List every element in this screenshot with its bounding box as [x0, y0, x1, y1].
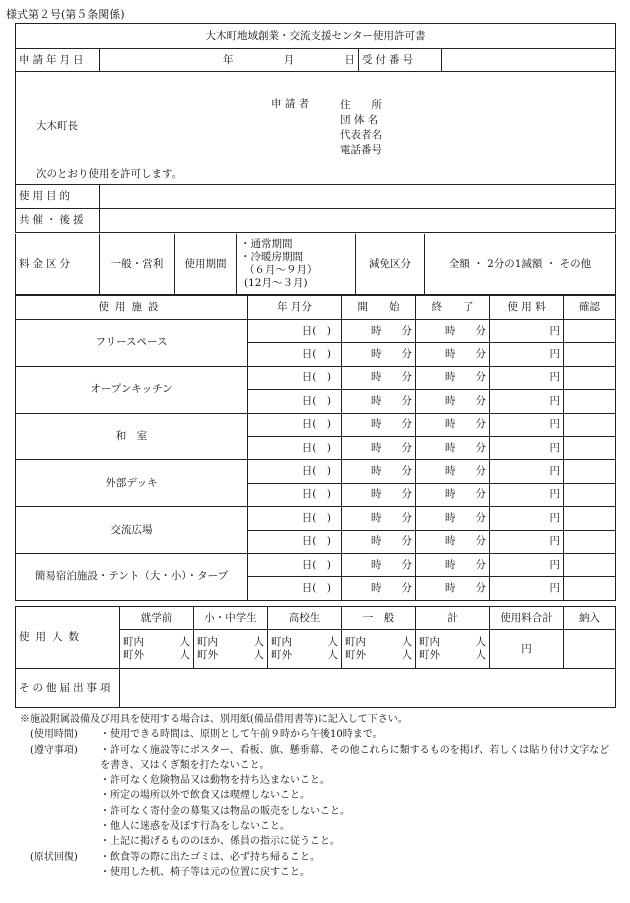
start-time-field[interactable] [342, 460, 416, 483]
in-town-label: 町内 [419, 636, 440, 648]
facility-name: 和 室 [16, 413, 248, 460]
sponsor-field[interactable] [100, 209, 616, 233]
total-fee-field[interactable]: 円 [490, 630, 564, 669]
hour-label: 時 [445, 535, 456, 548]
payment-field[interactable] [564, 630, 616, 669]
facility-name: 交流広場 [16, 507, 248, 554]
note-item [30, 865, 615, 880]
day-field[interactable]: 日( ) [248, 320, 342, 343]
fee-field[interactable]: 円 [490, 577, 564, 600]
confirm-header: 確認 [564, 296, 616, 320]
facility-header: 使用施設 [16, 296, 248, 320]
total-fee-label: 使用料合計 [490, 607, 564, 630]
note-head [30, 788, 100, 803]
form-number: 様式第２号(第５条関係) [6, 8, 125, 21]
minute-label: 分 [401, 558, 412, 571]
note-head: (使用時間) [30, 729, 78, 741]
note-head [30, 819, 100, 834]
fee-field[interactable]: 円 [490, 460, 564, 483]
fee-field[interactable]: 円 [490, 507, 564, 530]
minute-label: 分 [401, 581, 412, 594]
note-text: ・飲食等の際に出たゴミは、必ず持ち帰ること。 [100, 851, 320, 863]
applicant-fields [340, 98, 382, 158]
in-town-label: 町内 [123, 636, 144, 648]
hour-label: 時 [371, 511, 382, 524]
form-title: 大木町地域創業・交流支援センター使用許可書 [16, 24, 616, 49]
confirm-field[interactable] [564, 343, 616, 366]
confirm-field[interactable] [564, 390, 616, 413]
start-time-field[interactable] [342, 390, 416, 413]
minute-label: 分 [475, 324, 486, 337]
note-head [30, 804, 100, 819]
hour-label: 時 [445, 581, 456, 594]
facility-name: フリースペース [16, 320, 248, 367]
fee-field[interactable]: 円 [490, 530, 564, 553]
unit-label: 人 [401, 649, 412, 661]
period-winter: (12月～３月) [244, 277, 308, 289]
hour-label: 時 [371, 465, 382, 478]
reduction-label: 減免区分 [356, 234, 425, 295]
start-time-field[interactable] [342, 366, 416, 389]
payment-label: 納入 [564, 607, 616, 630]
note-head [30, 773, 100, 788]
in-town-label: 町内 [345, 636, 366, 648]
note-head [30, 865, 100, 880]
end-time-field[interactable] [416, 390, 490, 413]
unit-label: 人 [253, 649, 264, 661]
confirm-field[interactable] [564, 483, 616, 506]
end-time-field[interactable] [416, 413, 490, 436]
confirm-field[interactable] [564, 413, 616, 436]
start-time-field[interactable] [342, 530, 416, 553]
fee-field[interactable]: 円 [490, 483, 564, 506]
minute-label: 分 [401, 488, 412, 501]
facility-name: 外部デッキ [16, 460, 248, 507]
receipt-number-label: 受付番号 [359, 49, 442, 72]
receipt-number-field[interactable] [442, 49, 616, 72]
fee-table [15, 234, 616, 295]
note-head: (原状回復) [30, 851, 78, 863]
note-text: ・上記に掲げるもののほか、係員の指示に従うこと。 [100, 836, 340, 848]
fee-field[interactable]: 円 [490, 553, 564, 576]
facility-row [16, 413, 616, 436]
application-date-field[interactable] [100, 49, 359, 72]
hour-label: 時 [445, 511, 456, 524]
minute-label: 分 [475, 465, 486, 478]
note-text: ・所定の場所以外で飲食又は喫煙しないこと。 [100, 790, 310, 802]
day-field[interactable]: 日( ) [248, 343, 342, 366]
note-item [30, 743, 615, 774]
unit-label: 人 [253, 636, 264, 648]
minute-label: 分 [475, 371, 486, 384]
fee-field[interactable]: 円 [490, 366, 564, 389]
start-time-field[interactable] [342, 553, 416, 576]
application-date-label: 申請年月日 [16, 49, 100, 72]
minute-label: 分 [475, 348, 486, 361]
confirm-field[interactable] [564, 320, 616, 343]
period-options[interactable] [237, 234, 356, 295]
minute-label: 分 [401, 324, 412, 337]
start-header: 開 始 [342, 296, 416, 320]
end-time-field[interactable] [416, 343, 490, 366]
user-cat-school: 小・中学生 [194, 607, 268, 630]
unit-label: 人 [327, 649, 338, 661]
equipment-note: ※施設附属設備及び用具を使用する場合は、別用紙(備品借用書等)に記入して下さい。 [20, 714, 408, 725]
user-count-field[interactable] [194, 630, 268, 669]
confirm-field[interactable] [564, 530, 616, 553]
hour-label: 時 [371, 348, 382, 361]
applicant-block [16, 72, 616, 185]
addressee: 大木町長 [36, 120, 78, 132]
hour-label: 時 [371, 441, 382, 454]
period-aircon: ・冷暖房期間 [240, 251, 303, 263]
start-time-field[interactable] [342, 320, 416, 343]
note-text: ・使用した机、椅子等は元の位置に戻すこと。 [100, 866, 310, 878]
out-town-label: 町外 [419, 649, 440, 661]
hour-label: 時 [371, 581, 382, 594]
day-label: 日 [344, 53, 355, 66]
hour-label: 時 [445, 324, 456, 337]
user-cat-total: 計 [416, 607, 490, 630]
note-item [30, 727, 615, 742]
out-town-label: 町外 [271, 649, 292, 661]
note-head: (遵守事項) [30, 744, 78, 756]
confirm-field[interactable] [564, 553, 616, 576]
hour-label: 時 [445, 441, 456, 454]
organization-label: 団 体 名 [340, 114, 379, 126]
facility-row [16, 320, 616, 343]
start-time-field[interactable] [342, 343, 416, 366]
reduction-options[interactable]: 全額 ・ 2分の1減額 ・ その他 [425, 234, 616, 295]
minute-label: 分 [475, 535, 486, 548]
hour-label: 時 [371, 535, 382, 548]
address-label: 住 所 [340, 99, 382, 111]
other-field[interactable] [120, 669, 616, 708]
user-cat-preschool: 就学前 [120, 607, 194, 630]
end-time-field[interactable] [416, 530, 490, 553]
users-label: 使用人数 [16, 607, 120, 669]
fee-field[interactable]: 円 [490, 343, 564, 366]
end-time-field[interactable] [416, 366, 490, 389]
hour-label: 時 [371, 488, 382, 501]
minute-label: 分 [401, 348, 412, 361]
out-town-label: 町外 [345, 649, 366, 661]
minute-label: 分 [475, 394, 486, 407]
fee-category[interactable]: 一般・営利 [100, 234, 175, 295]
day-field[interactable]: 日( ) [248, 507, 342, 530]
confirm-field[interactable] [564, 507, 616, 530]
day-field[interactable]: 日( ) [248, 460, 342, 483]
start-time-field[interactable] [342, 507, 416, 530]
confirm-field[interactable] [564, 460, 616, 483]
day-field[interactable]: 日( ) [248, 436, 342, 459]
day-field[interactable]: 日( ) [248, 530, 342, 553]
minute-label: 分 [475, 511, 486, 524]
note-text: ・許可なく危険物品又は動物を持ち込まないこと。 [100, 775, 330, 787]
note-text: ・許可なく施設等にポスター、看板、旗、懸垂幕、その他これらに類するものを掲げ、若しくは貼り付け文字などを書き、又はくぎ類を打たないこと。 [100, 744, 610, 771]
unit-label: 人 [179, 649, 190, 661]
end-time-field[interactable] [416, 507, 490, 530]
minute-label: 分 [475, 488, 486, 501]
hour-label: 時 [445, 394, 456, 407]
hour-label: 時 [371, 418, 382, 431]
facility-name: オープンキッチン [16, 366, 248, 413]
hour-label: 時 [445, 418, 456, 431]
start-time-field[interactable] [342, 577, 416, 600]
day-field[interactable]: 日( ) [248, 577, 342, 600]
note-item [30, 834, 615, 849]
hour-label: 時 [371, 558, 382, 571]
month-label: 月 [283, 53, 295, 66]
end-header: 終 了 [416, 296, 490, 320]
minute-label: 分 [401, 441, 412, 454]
year-label: 年 [223, 53, 234, 66]
note-head [30, 834, 100, 849]
notes [20, 712, 615, 880]
user-count-field[interactable] [120, 630, 194, 669]
day-field[interactable]: 日( ) [248, 390, 342, 413]
start-time-field[interactable] [342, 413, 416, 436]
start-time-field[interactable] [342, 483, 416, 506]
user-cat-high: 高校生 [268, 607, 342, 630]
period-label: 使用期間 [175, 234, 237, 295]
phone-label: 電話番号 [340, 144, 382, 156]
minute-label: 分 [401, 535, 412, 548]
minute-label: 分 [401, 465, 412, 478]
minute-label: 分 [475, 418, 486, 431]
confirm-field[interactable] [564, 577, 616, 600]
user-count-field[interactable] [416, 630, 490, 669]
facility-row [16, 366, 616, 389]
user-cat-general: 一 般 [342, 607, 416, 630]
hour-label: 時 [371, 324, 382, 337]
sponsor-label: 共催・後援 [16, 209, 100, 233]
minute-label: 分 [401, 371, 412, 384]
unit-label: 人 [327, 636, 338, 648]
minute-label: 分 [401, 394, 412, 407]
minute-label: 分 [401, 418, 412, 431]
start-time-field[interactable] [342, 436, 416, 459]
hour-label: 時 [445, 348, 456, 361]
purpose-label: 使用目的 [16, 185, 100, 209]
facility-name: 簡易宿泊施設・テント（大・小）・タープ [16, 553, 248, 600]
date-header: 年 月分 [248, 296, 342, 320]
note-item [30, 819, 615, 834]
fee-header: 使 用 料 [490, 296, 564, 320]
user-count-field[interactable] [268, 630, 342, 669]
in-town-label: 町内 [197, 636, 218, 648]
confirm-field[interactable] [564, 436, 616, 459]
out-town-label: 町外 [197, 649, 218, 661]
confirm-field[interactable] [564, 366, 616, 389]
note-item [30, 850, 615, 865]
fee-field[interactable]: 円 [490, 320, 564, 343]
facility-row [16, 507, 616, 530]
fee-field[interactable]: 円 [490, 390, 564, 413]
out-town-label: 町外 [123, 649, 144, 661]
hour-label: 時 [371, 371, 382, 384]
fee-field[interactable]: 円 [490, 413, 564, 436]
facility-table [15, 295, 616, 601]
note-text: ・許可なく寄付金の募集又は物品の販売をしないこと。 [100, 805, 350, 817]
facility-row [16, 553, 616, 576]
day-field[interactable]: 日( ) [248, 366, 342, 389]
applicant-label: 申 請 者 [271, 98, 310, 110]
end-time-field[interactable] [416, 553, 490, 576]
unit-label: 人 [475, 649, 486, 661]
hour-label: 時 [445, 465, 456, 478]
minute-label: 分 [401, 511, 412, 524]
period-summer: （６月～９月） [244, 264, 318, 276]
minute-label: 分 [475, 558, 486, 571]
other-label: その他届出事項 [16, 669, 120, 708]
in-town-label: 町内 [271, 636, 292, 648]
unit-label: 人 [401, 636, 412, 648]
end-time-field[interactable] [416, 320, 490, 343]
day-field[interactable]: 日( ) [248, 413, 342, 436]
user-count-field[interactable] [342, 630, 416, 669]
period-normal: ・通常期間 [240, 238, 293, 250]
end-time-field[interactable] [416, 577, 490, 600]
purpose-field[interactable] [100, 185, 616, 209]
unit-label: 人 [179, 636, 190, 648]
minute-label: 分 [475, 441, 486, 454]
fee-label: 料金区分 [16, 234, 100, 295]
unit-label: 人 [475, 636, 486, 648]
users-table [15, 606, 616, 708]
note-text: ・他人に迷惑を及ぼす行為をしないこと。 [100, 821, 290, 833]
note-item [30, 773, 615, 788]
hour-label: 時 [445, 558, 456, 571]
end-time-field[interactable] [416, 436, 490, 459]
facility-row [16, 460, 616, 483]
header-table [15, 23, 616, 233]
note-item [30, 804, 615, 819]
note-item [30, 788, 615, 803]
hour-label: 時 [445, 488, 456, 501]
day-field[interactable]: 日( ) [248, 483, 342, 506]
permit-statement: 次のとおり使用を許可します。 [36, 168, 183, 180]
representative-label: 代表者名 [340, 129, 382, 141]
hour-label: 時 [445, 371, 456, 384]
day-field[interactable]: 日( ) [248, 553, 342, 576]
end-time-field[interactable] [416, 460, 490, 483]
hour-label: 時 [371, 394, 382, 407]
minute-label: 分 [475, 581, 486, 594]
note-text: ・使用できる時間は、原則として午前９時から午後10時まで。 [100, 729, 383, 741]
end-time-field[interactable] [416, 483, 490, 506]
fee-field[interactable]: 円 [490, 436, 564, 459]
